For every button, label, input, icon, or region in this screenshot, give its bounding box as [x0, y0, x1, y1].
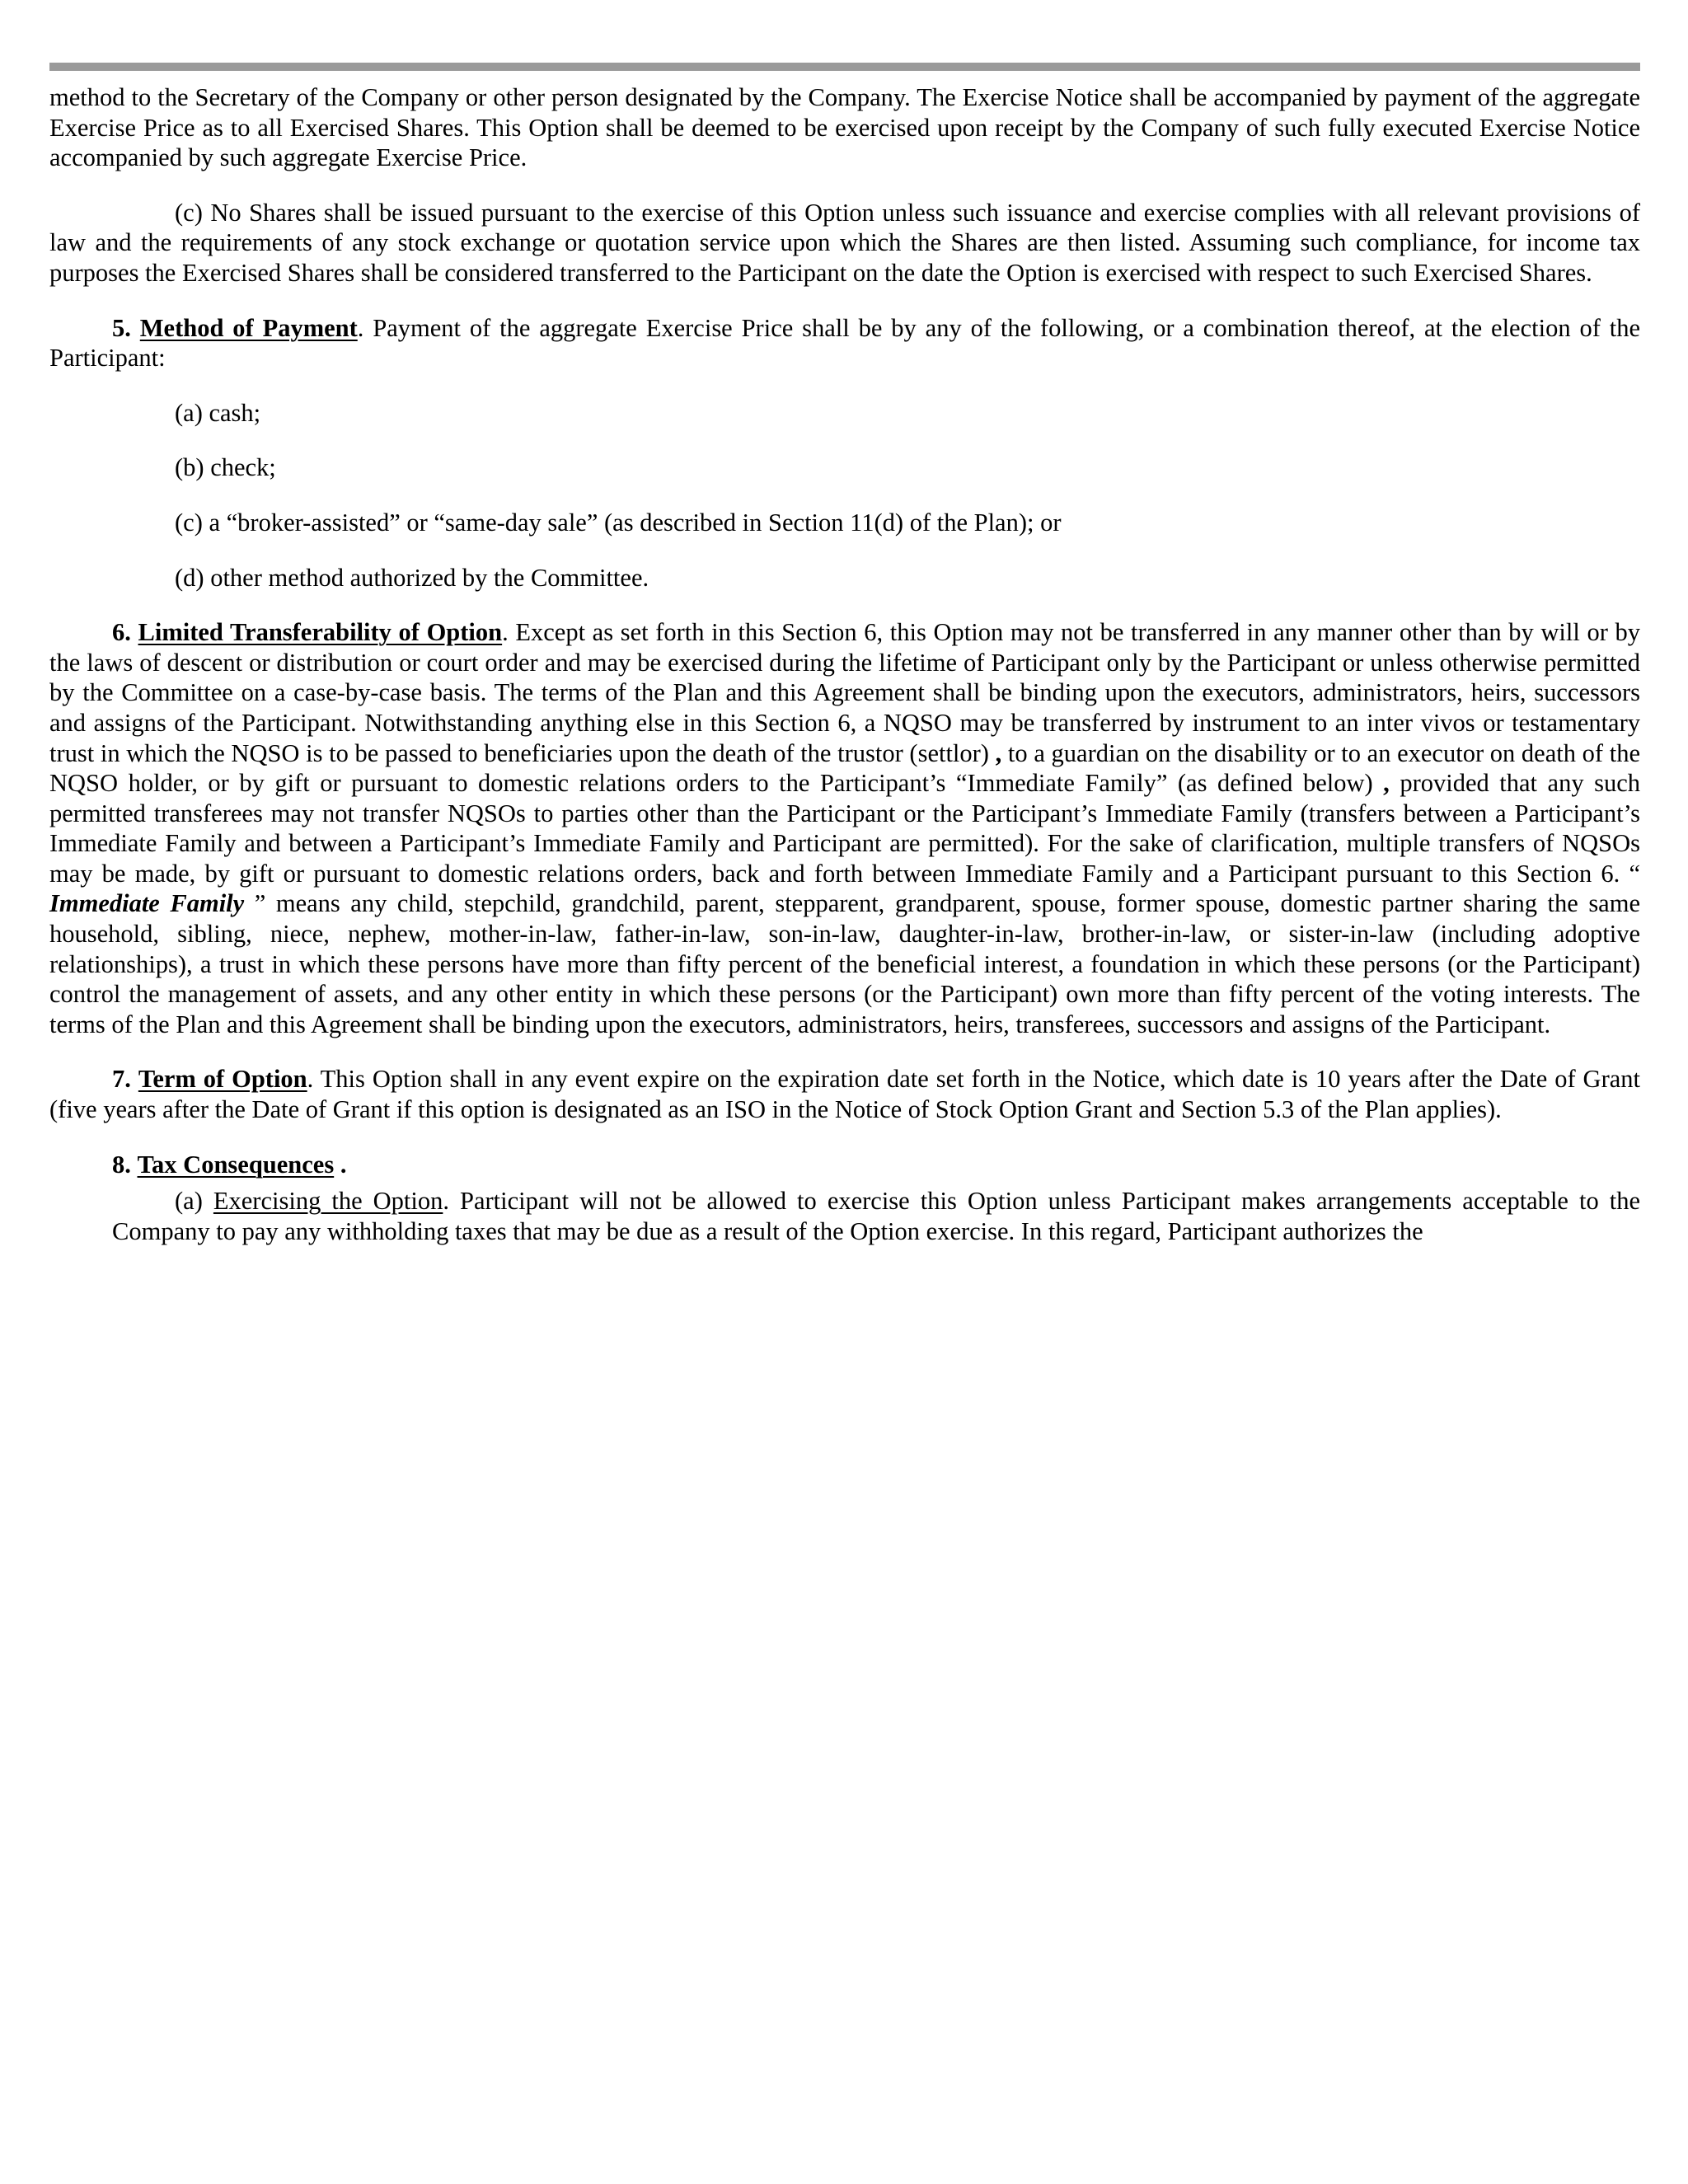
- section-6-text-b: to a guardian on the disability or to an executor on death of the NQSO holder, or by gift or pursuant to domestic relations orders to the Participant’s “Immediate Family” (as defined below): [49, 738, 1640, 798]
- section-8a-label: (a): [175, 1187, 213, 1216]
- section-6-text-a: . Except as set forth in this Section 6, this Option may not be transferred in any manner other than by will or by the laws of descent or distribution or court order and may be exercised during the lifetime of Participant only by the Participant or unless otherwise permitted by the Committee on a case-by-case basis. The terms of the Plan and this Agreement shall be binding upon the executors, administrators, heirs, successors and assigns of the Participant. Notwithstanding anything else in this Section 6, a NQSO may be transferred by instrument to an inter vivos or testamentary trust in which the NQSO is to be passed to beneficiaries upon the death of the trustor (settlor): [49, 618, 1641, 767]
- section-8: [49, 1150, 1640, 1180]
- section-8a-title: Exercising the Option: [213, 1187, 443, 1216]
- payment-option-c: (c) a “broker-assisted” or “same-day sale” (as described in Section 11(d) of the Plan); or: [175, 508, 1062, 537]
- defined-term-immediate-family: Immediate Family: [49, 889, 245, 918]
- section-8-title-end: .: [334, 1150, 347, 1179]
- section-7: [49, 1064, 1640, 1124]
- section-6-comma-2: ,: [1372, 769, 1390, 798]
- section-5: [49, 313, 1640, 373]
- section-8-title: Tax Consequences: [137, 1150, 335, 1179]
- section-6-comma-1: ,: [988, 738, 1002, 767]
- paragraph-4c: (c) No Shares shall be issued pursuant to the exercise of this Option unless such issuance and exercise complies with all relevant provisions of law and the requirements of any stock exchange or quotation service upon which the Shares are then listed. Assuming such compliance, for income tax purposes the Exercised Shares shall be considered transferred to the Participant on the date the Option is exercised with respect to such Exercised Shares.: [49, 198, 1640, 287]
- section-7-title: Term of Option: [138, 1065, 307, 1094]
- section-6-number: 6.: [112, 618, 131, 647]
- section-6: [49, 617, 1640, 1039]
- payment-option-d: (d) other method authorized by the Committee.: [175, 563, 649, 592]
- section-6-text-c: provided that any such permitted transferees may not transfer NQSOs to parties other than the Participant or the Participant’s Immediate Family (transfers between a Participant’s Immediate Family and between a Participant’s Immediate Family and Participant are permitted). For the sake of clarification, multiple transfers of NQSOs may be made, by gift or pursuant to domestic relations orders, back and forth between Immediate Family and a Participant pursuant to this Section 6. “: [49, 769, 1641, 888]
- section-5-title: Method of Payment: [139, 313, 358, 342]
- section-8a: [112, 1186, 1640, 1246]
- document-body: [49, 82, 1640, 1246]
- payment-option-b: (b) check;: [175, 453, 276, 482]
- section-7-number: 7.: [112, 1065, 131, 1094]
- section-8a-text: . Participant will not be allowed to exercise this Option unless Participant makes arrangements acceptable to the Company to pay any withholding taxes that may be due as a result of the Option exercise. In this regard, Participant authorizes the: [112, 1187, 1641, 1245]
- section-5-text: . Payment of the aggregate Exercise Price shall be by any of the following, or a combination thereof, at the election of the Participant:: [49, 313, 1641, 373]
- section-6-text-d: ” means any child, stepchild, grandchild, parent, stepparent, grandparent, spouse, former spouse, domestic partner sharing the same household, sibling, niece, nephew, mother-in-law, father-in-law, son-in-law, daughter-in-law, brother-in-law, or sister-in-law (including adoptive relationships), a trust in which these persons have more than fifty percent of the beneficial interest, a foundation in which these persons (or the Participant) control the management of assets, and any other entity in which these persons (or the Participant) own more than fifty percent of the voting interests. The terms of the Plan and this Agreement shall be binding upon the executors, administrators, heirs, transferees, successors and assigns of the Participant.: [49, 889, 1640, 1038]
- section-6-title: Limited Transferability of Option: [138, 618, 503, 647]
- section-8-number: 8.: [112, 1150, 131, 1179]
- payment-option-a: (a) cash;: [175, 398, 261, 427]
- section-5-number: 5.: [112, 313, 131, 342]
- section-7-text: . This Option shall in any event expire on the expiration date set forth in the Notice, which date is 10 years after the Date of Grant (five years after the Date of Grant if this option is designated as an ISO in the Notice of Stock Option Grant and Section 5.3 of the Plan applies).: [49, 1065, 1640, 1124]
- paragraph-exercise-notice: method to the Secretary of the Company or other person designated by the Company. The Exercise Notice shall be accompanied by payment of the aggregate Exercise Price as to all Exercised Shares. This Option shall be deemed to be exercised upon receipt by the Company of such fully executed Exercise Notice accompanied by such aggregate Exercise Price.: [49, 83, 1640, 172]
- top-rule: [49, 63, 1640, 71]
